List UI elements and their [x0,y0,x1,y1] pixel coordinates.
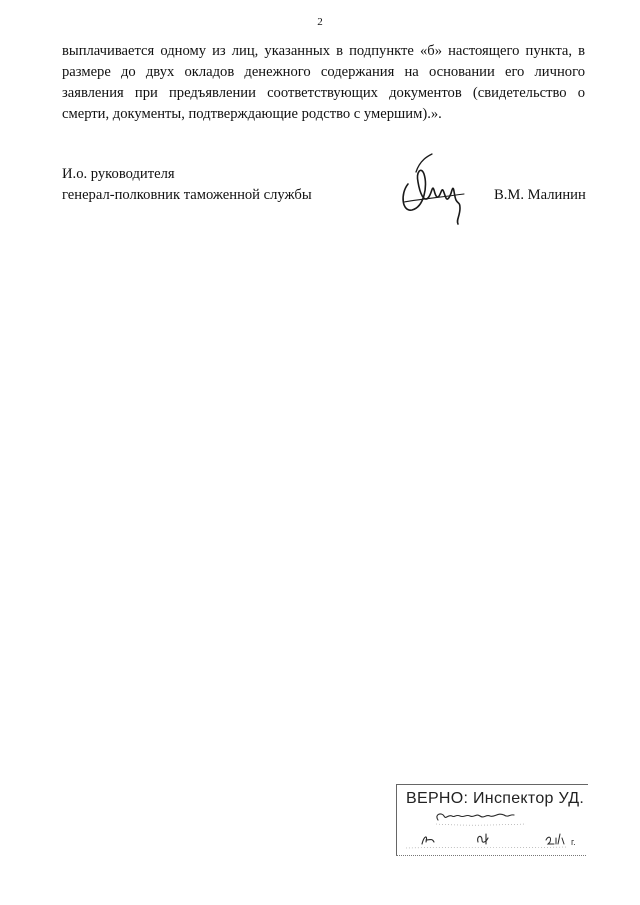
body-line: выплачивается одному из лиц, указанных в подпункте «б» настоящего пункта, в [62,43,585,59]
signer-position [62,164,312,206]
body-line: размере до двух окладов денежного содержания на основании его личного [62,64,585,80]
body-line: заявления при предъявлении соответствующих документов (свидетельство о [62,85,585,101]
signer-position-line-2: генерал-полковник таможенной службы [62,187,312,203]
stamp-handwriting-icon [396,784,588,856]
signer-name: В.М. Малинин [494,187,586,203]
body-paragraph [62,41,585,125]
body-line: смерти, документы, подтверждающие родство с умершим).». [62,106,442,122]
page-number: 2 [317,16,323,28]
stamp-year-suffix: г. [571,837,576,847]
handwritten-signature-icon [394,150,474,230]
signer-position-line-1: И.о. руководителя [62,166,175,182]
stamp-title: ВЕРНО: Инспектор УД. [406,790,585,807]
certification-stamp [396,784,588,856]
